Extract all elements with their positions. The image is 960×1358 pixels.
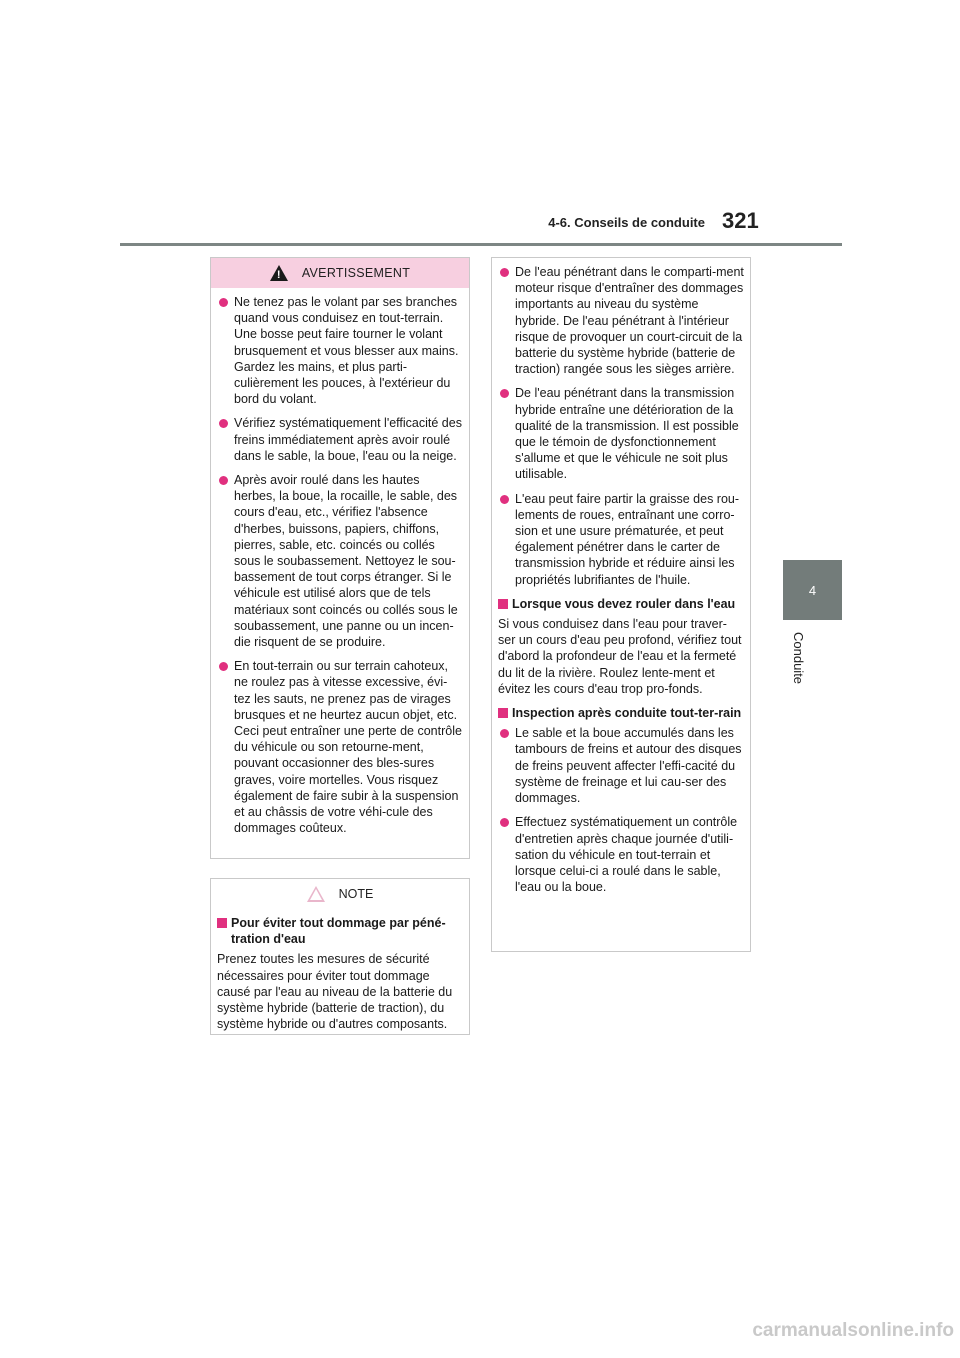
bullet-icon [219, 662, 228, 671]
section-title: 4-6. Conseils de conduite [548, 215, 705, 230]
caution-icon [307, 886, 325, 902]
list-item-text: Après avoir roulé dans les hautes herbes, la boue, la rocaille, le sable, des cours d'eau, etc., vérifiez l'absence d'herbes, buissons, papiers, chiffons, pierres, sable, etc. coincés ou collés sous le soubassement. Nettoyez le sou-bassement de tout corps étranger. Si le véhicule est utilisé alors que de tels matériaux sont coincés ou collés sous le soubassement, une panne ou un incen-die risquent de se produire. [234, 473, 458, 650]
note-heading-text: Pour éviter tout dommage par péné-tration d'eau [231, 916, 446, 947]
list-item-text: L'eau peut faire partir la graisse des rou-lements de roues, entraînant une corro-sion et une usure prématurée, et peut également pénétrer dans le carter de transmission hybride et réduire ainsi les propriétés lubrifiantes de l'huile. [515, 491, 740, 587]
list-item [217, 658, 463, 836]
list-item [217, 294, 463, 407]
bullet-icon [500, 495, 509, 504]
list-item-text: De l'eau pénétrant dans la transmission hybride entraîne une détérioration de la qualité de la transmission. Il est possible que le témoin de dysfonctionnement s'allume et que le véhicule ne soit plus utilisable. [515, 386, 739, 482]
bullet-icon [219, 419, 228, 428]
note-title: NOTE [338, 886, 374, 901]
list-item [217, 472, 463, 650]
page-number: 321 [722, 208, 759, 233]
bullet-icon [500, 268, 509, 277]
square-bullet-icon [217, 918, 227, 928]
note-header [211, 879, 469, 909]
bullet-icon [500, 389, 509, 398]
list-item-text: Vérifiez systématiquement l'efficacité des freins immédiatement après avoir roulé dans le sable, la boue, l'eau ou la neige. [234, 416, 462, 463]
section-heading-text: Lorsque vous devez rouler dans l'eau [512, 596, 736, 611]
list-item [498, 264, 744, 377]
list-item [498, 385, 744, 482]
header-divider [120, 243, 842, 246]
note-heading [217, 915, 463, 947]
section-heading-text: Inspection après conduite tout-ter-rain [512, 706, 742, 721]
bullet-icon [500, 729, 509, 738]
watermark: carmanualsonline.info [752, 1320, 954, 1341]
chapter-tab [783, 560, 842, 620]
note-box [210, 878, 470, 1035]
warning-header [211, 258, 469, 288]
section-heading [498, 705, 744, 721]
warning-box [210, 257, 470, 859]
warning-body [211, 288, 469, 851]
list-item [498, 491, 744, 588]
bullet-icon [219, 298, 228, 307]
bullet-icon [500, 818, 509, 827]
list-item [498, 814, 744, 895]
square-bullet-icon [498, 599, 508, 609]
list-item-text: Ne tenez pas le volant par ses branches quand vous conduisez en tout-terrain. Une bosse peut faire tourner le volant brusquement et vous blesser aux mains. Gardez les mains, et plus parti-culièrement les pouces, à l'extérieur du bord du volant. [234, 295, 459, 407]
square-bullet-icon [498, 708, 508, 718]
list-item [217, 415, 463, 464]
section-paragraph: Si vous conduisez dans l'eau pour traver-ser un cours d'eau peu profond, vérifiez tout d'abord la profondeur de l'eau et la fermeté du lit de la rivière. Roulez lente-ment et évitez les cours d'eau trop pro-fonds. [498, 617, 742, 696]
list-item-text: Le sable et la boue accumulés dans les tambours de freins et autour des disques de freins peuvent affecter l'effi-cacité du système de freinage et lui cau-ser des dommages. [515, 726, 742, 806]
continued-box [491, 257, 751, 952]
note-text: Prenez toutes les mesures de sécurité nécessaires pour éviter tout dommage causé par l'eau au niveau de la batterie du système hybride (batterie de traction), du système hybride ou d'autres composants. [217, 952, 453, 1032]
list-item-text: De l'eau pénétrant dans le comparti-ment moteur risque d'entraîner des dommages importants au niveau du système hybride. De l'eau pénétrant à l'intérieur risque de provoquer un court-circuit de la batterie du système hybride (batterie de traction) rangée sous les sièges arrière. [515, 265, 744, 377]
chapter-number: 4 [808, 582, 817, 598]
list-item [498, 725, 744, 806]
warning-icon [270, 265, 288, 281]
section-heading [498, 596, 744, 612]
warning-title: AVERTISSEMENT [301, 265, 411, 280]
list-item-text: En tout-terrain ou sur terrain cahoteux, ne roulez pas à vitesse excessive, évi-tez les sauts, ne prenez pas de virages brusques et ne heurtez aucun objet, etc. Ceci peut entraîner une perte de contrôle du véhicule ou son retourne-ment, pouvant occasionner des bles-sures graves, voire mortelles. Vous risquez également de faire subir à la suspension et au châssis de votre véhi-cule des dommages coûteux. [234, 659, 462, 836]
note-body [211, 909, 469, 1046]
bullet-icon [219, 476, 228, 485]
continued-body [492, 258, 750, 909]
list-item-text: Effectuez systématiquement un contrôle d'entretien après chaque journée d'utili-sation du véhicule en tout-terrain et lorsque celui-ci a roulé dans le sable, l'eau ou la boue. [515, 815, 738, 895]
chapter-label: Conduite [791, 632, 806, 685]
